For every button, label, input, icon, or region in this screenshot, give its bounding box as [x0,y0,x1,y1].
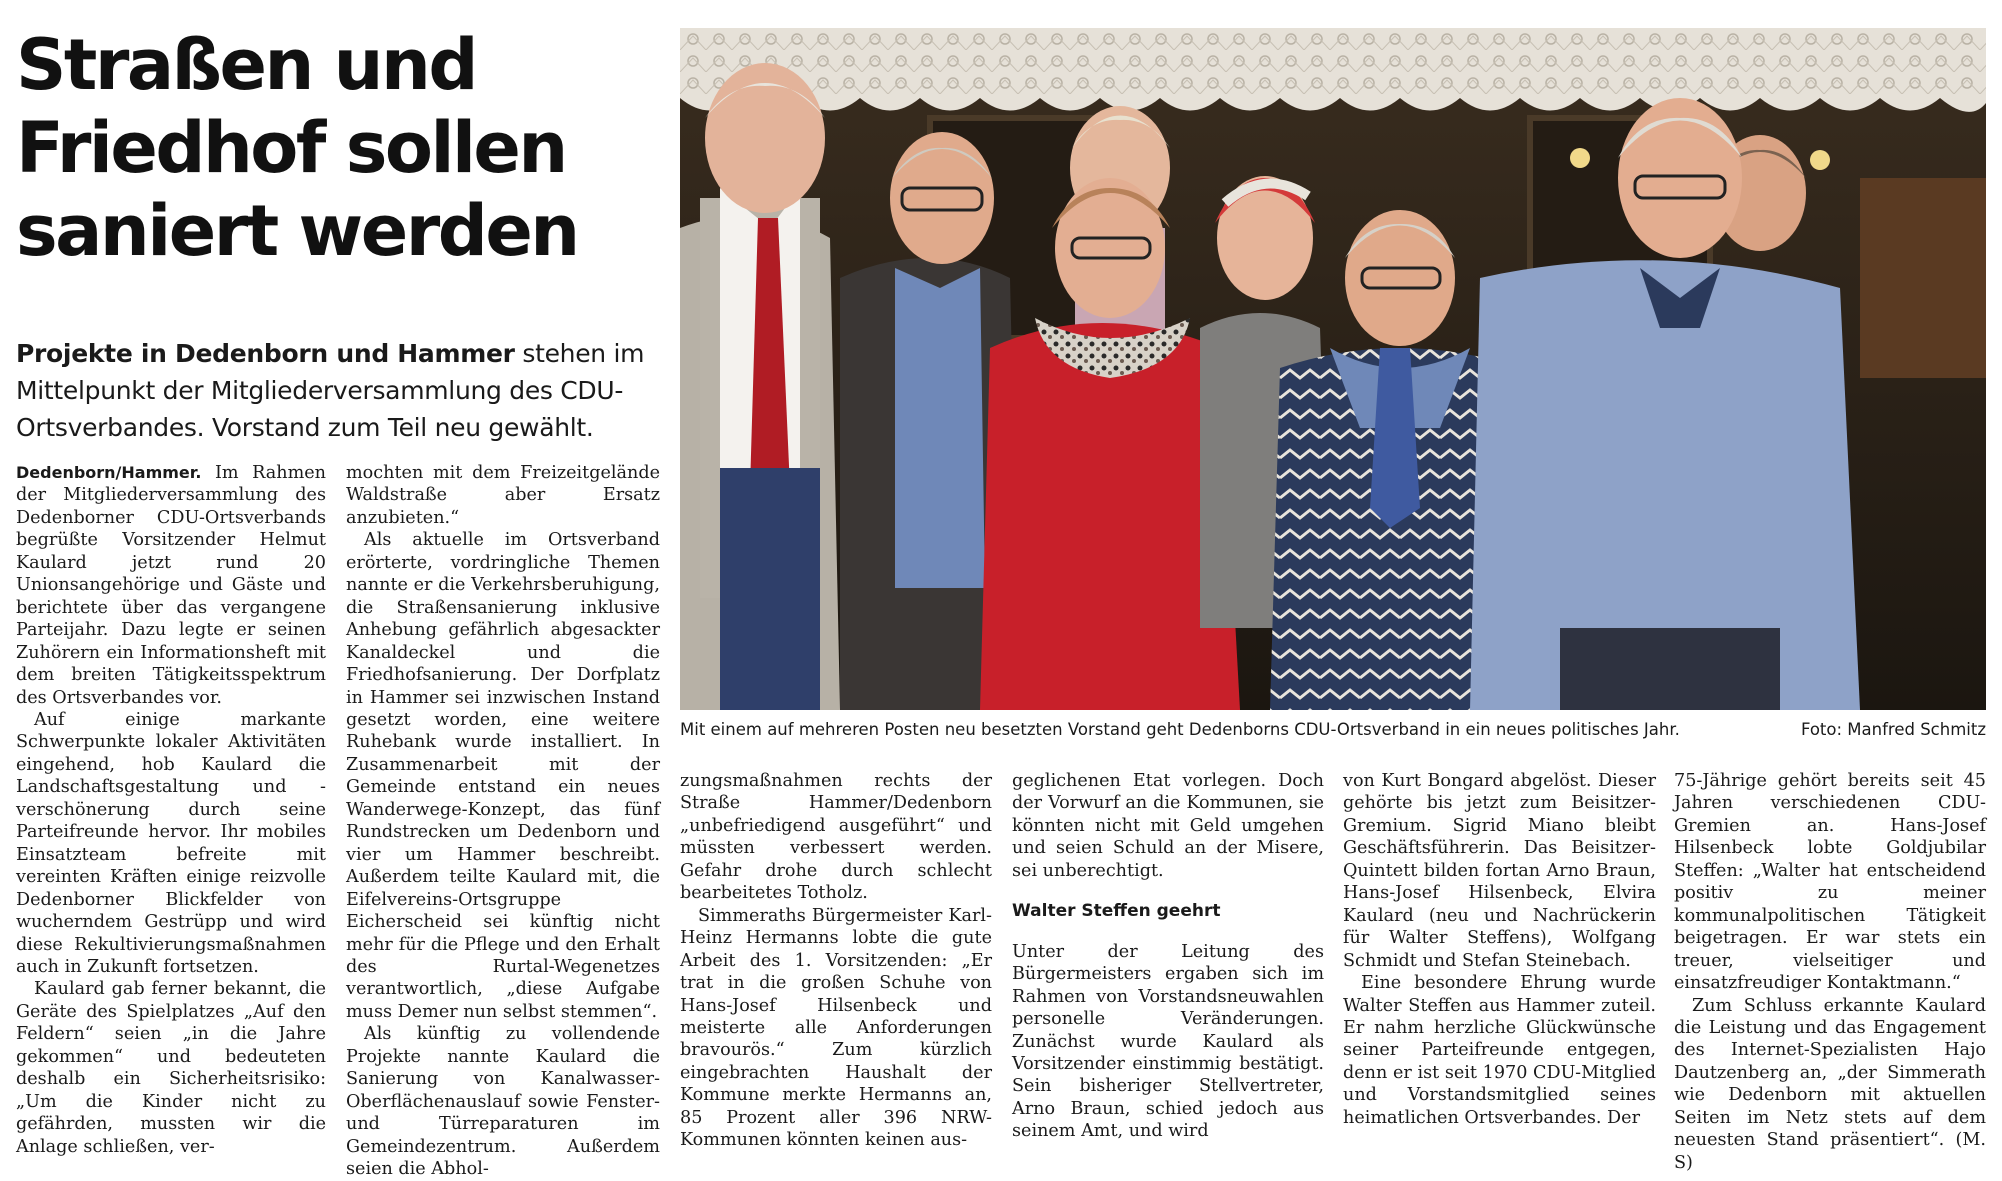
group-photo [680,28,1986,710]
paragraph: geglichenen Etat vorlegen. Doch der Vorwurf an die Kommunen, sie könnten nicht mit Geld umgehen und seien Schuld an der Misere, sei unberechtigt. [1012,771,1324,881]
paragraph: zungsmaßnahmen rechts der Straße Hammer/Dedenborn „unbefriedigend ausgeführt“ und müssten verbessert werden. Gefahr drohe durch schlecht bearbeitetes Totholz. [680,771,992,904]
headline-line-2: Friedhof sollen [16,107,566,189]
paragraph: Auf einige markante Schwerpunkte lokaler Aktivitäten eingehend, hob Kaulard die Landschaftsgestaltung und -verschönerung durch seine Parteifreunde hervor. Ihr mobiles Einsatzteam befreite mit vereinten Kräften einige reizvolle Dedenborner Blickfelder von wucherndem Gestrüpp und wird diese Rekultivierungsmaßnahmen auch in Zukunft fortsetzen. [16,709,326,977]
group-photo-illustration [680,28,1986,710]
paragraph: Kaulard gab ferner bekannt, die Geräte des Spielplatzes „Auf den Feldern“ seien „in die Jahre gekommen“ und bedeuteten deshalb ein Sicherheitsrisiko: „Um die Kinder nicht zu gefährden, mussten wir die Anlage schließen, ver- [16,979,326,1157]
paragraph-text: Im Rahmen der Mitgliederversammlung des Dedenborner CDU-Ortsverbands begrüßte Vorsitzender Helmut Kaulard jetzt rund 20 Unionsangehörige und Gäste und berichtete über das vergangene Parteijahr. Dazu legte er seinen Zuhörern ein Informationsheft mit dem breiten Tätigkeitsspektrum des Ortsverbandes vor. [16,463,326,708]
intro-teaser [16,335,676,446]
headline-line-3: saniert werden [16,190,578,272]
caption-text: Mit einem auf mehreren Posten neu besetzten Vorstand geht Dedenborns CDU-Ortsverband in ein neues politisches Jahr. [680,720,1680,739]
subheading: Walter Steffen geehrt [1012,901,1221,922]
text-column-3 [680,770,992,1152]
photo-credit: Foto: Manfred Schmitz [1800,720,1986,739]
paragraph: Zum Schluss erkannte Kaulard die Leistung und das Engagement des Internet-Spezialisten Hajo Dautzenberg an, „der Simmerath wie Dedenborn mit aktuellen Seiten im Netz stets auf dem neuesten Stand präsentiert“. (M. S) [1674,995,1986,1173]
photo-caption [680,720,1986,739]
paragraph [16,462,326,709]
intro-text: stehen im Mittelpunkt der Mitgliederversammlung des CDU-Ortsverbandes. Vorstand zum Teil neu gewählt. [16,339,645,442]
text-column-4 [1012,770,1324,1143]
headline-line-1: Straßen und [16,24,476,106]
text-column-5 [1343,770,1656,1129]
paragraph: Simmeraths Bürgermeister Karl-Heinz Hermanns lobte die gute Arbeit des 1. Vorsitzenden: „Er trat in die großen Schuhe von Hans-Josef Hilsenbeck und meisterte alle Anforderungen bravourös.“ Zum kürzlich eingebrachten Haushalt der Kommune merkte Hermanns an, 85 Prozent aller 396 NRW-Kommunen könnten keinen aus- [680,905,992,1151]
paragraph: Unter der Leitung des Bürgermeisters ergaben sich im Rahmen von Vorstandsneuwahlen personelle Veränderungen. Zunächst wurde Kaulard als Vorsitzender einstimmig bestätigt. Sein bisheriger Stellvertreter, Arno Braun, schied jedoch aus seinem Amt, und wird [1012,941,1324,1142]
intro-bold: Projekte in Dedenborn und Hammer [16,339,515,368]
headline [16,24,666,273]
text-column-1 [16,462,326,1158]
text-column-6 [1674,770,1986,1174]
dateline: Dedenborn/Hammer. [16,463,202,482]
paragraph: Eine besondere Ehrung wurde Walter Steffen aus Hammer zuteil. Er nahm herzliche Glückwünsche seiner Parteifreunde entgegen, denn er ist seit 1970 CDU-Mitglied und Vorstandsmitglied seines heimatlichen Ortsverbandes. Der [1343,973,1656,1128]
paragraph: Als künftig zu vollendende Projekte nannte Kaulard die Sanierung von Kanalwasser-Oberflächenauslauf sowie Fenster- und Türreparaturen im Gemeindezentrum. Außerdem seien die Abhol- [346,1024,660,1180]
paragraph: 75-Jährige gehört bereits seit 45 Jahren verschiedenen CDU-Gremien an. Hans-Josef Hilsenbeck lobte Goldjubilar Steffen: „Walter hat entscheidend positiv zu meiner kommunalpolitischen Tätigkeit beigetragen. Er war stets ein treuer, vielseitiger und einsatzfreudiger Kontaktmann.“ [1674,771,1986,994]
paragraph: von Kurt Bongard abgelöst. Dieser gehörte bis jetzt zum Beisitzer-Gremium. Sigrid Miano bleibt Geschäftsführerin. Das Beisitzer-Quintett bilden fortan Arno Braun, Hans-Josef Hilsenbeck, Elvira Kaulard (neu und Nachrückerin für Walter Steffens), Wolfgang Schmidt und Stefan Steinebach. [1343,771,1656,971]
paragraph: Als aktuelle im Ortsverband erörterte, vordringliche Themen nannte er die Verkehrsberuhigung, die Straßensanierung inklusive Anhebung gefährlich abgesackter Kanaldeckel und die Friedhofsanierung. Der Dorfplatz in Hammer sei inzwischen Instand gesetzt worden, eine weitere Ruhebank wurde installiert. In Zusammenarbeit mit der Gemeinde entstand ein neues Wanderwege-Konzept, das fünf Rundstrecken um Dedenborn und vier um Hammer beschreibt. Außerdem teilte Kaulard mit, die Eifelvereins-Ortsgruppe Eicherscheid sei künftig nicht mehr für die Pflege und den Erhalt des Rurtal-Wegenetzes verantwortlich, „diese Aufgabe muss Demer nun selbst stemmen“. [346,530,660,1022]
paragraph: mochten mit dem Freizeitgelände Waldstraße aber Ersatz anzubieten.“ [346,463,660,528]
text-column-2 [346,462,660,1181]
